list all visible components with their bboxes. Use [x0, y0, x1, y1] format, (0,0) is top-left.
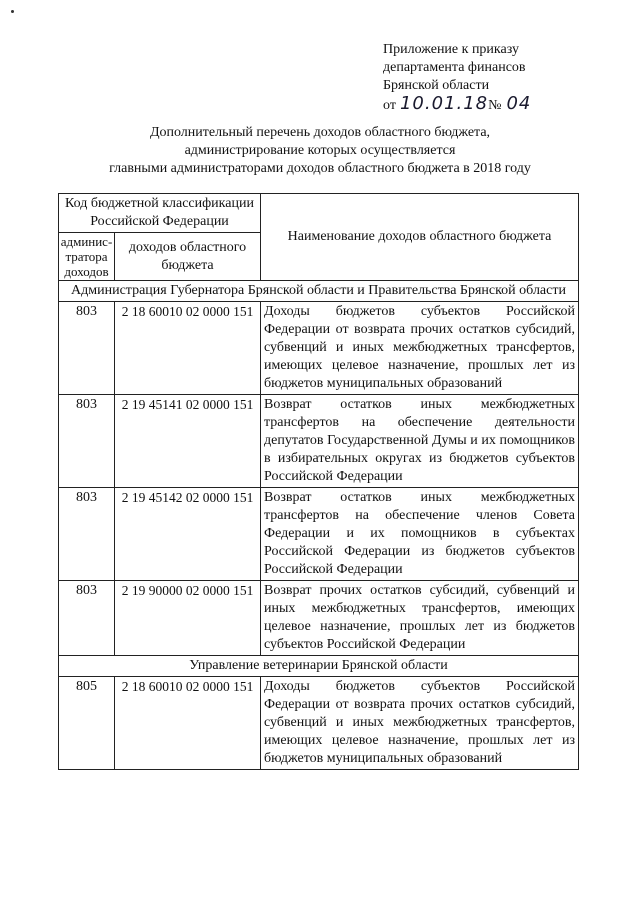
- table-body: [59, 281, 579, 770]
- header-code-group: Код бюджетной классификации Российской Федерации: [59, 194, 261, 233]
- title-line: Дополнительный перечень доходов областного бюджета,: [149, 125, 491, 140]
- income-name-cell: Возврат остатков иных межбюджетных трансфертов на обеспечение членов Совета Федерации и их помощников в субъектах Российской Федерации из бюджетов субъектов Российской Федерации: [261, 488, 579, 581]
- table-row: [59, 581, 579, 656]
- income-name-cell: Доходы бюджетов субъектов Российской Федерации от возврата прочих остатков субсидий, субвенций и иных межбюджетных трансфертов, имеющих целевое назначение, прошлых лет из бюджетов муниципальных образований: [261, 302, 579, 395]
- budget-code-cell: 2 19 45142 02 0000 151: [115, 488, 261, 581]
- handwritten-date: 10.01.18: [399, 93, 489, 114]
- admin-code-cell: 803: [59, 581, 115, 656]
- budget-code-cell: 2 19 45141 02 0000 151: [115, 395, 261, 488]
- table-row: [59, 302, 579, 395]
- section-row: [59, 656, 579, 677]
- header-income: доходов областного бюджета: [115, 233, 261, 281]
- section-row: [59, 281, 579, 302]
- number-prefix: №: [488, 98, 502, 113]
- appendix-block: [383, 41, 531, 115]
- title-line: администрирование которых осуществляется: [184, 143, 456, 158]
- admin-code-cell: 803: [59, 488, 115, 581]
- appendix-line: Брянской области: [383, 78, 490, 93]
- appendix-line: департамента финансов: [383, 60, 526, 75]
- admin-code-cell: 803: [59, 395, 115, 488]
- budget-code-cell: 2 19 90000 02 0000 151: [115, 581, 261, 656]
- income-name-cell: Возврат прочих остатков субсидий, субвенций и иных межбюджетных трансфертов, имеющих целевое назначение, прошлых лет из бюджетов субъектов Российской Федерации: [261, 581, 579, 656]
- header-name: Наименование доходов областного бюджета: [261, 194, 579, 281]
- income-name-cell: Доходы бюджетов субъектов Российской Федерации от возврата прочих остатков субсидий, субвенций и иных межбюджетных трансфертов, имеющих целевое назначение, прошлых лет из бюджетов муниципальных образований: [261, 677, 579, 770]
- section-title: Администрация Губернатора Брянской области и Правительства Брянской области: [59, 281, 579, 302]
- table-row: [59, 395, 579, 488]
- handwritten-number: 04: [506, 93, 532, 114]
- title-line: главными администраторами доходов областного бюджета в 2018 году: [109, 161, 531, 176]
- budget-code-cell: 2 18 60010 02 0000 151: [115, 302, 261, 395]
- scan-speck: [11, 10, 14, 13]
- budget-code-cell: 2 18 60010 02 0000 151: [115, 677, 261, 770]
- appendix-date-line: [383, 95, 531, 115]
- table-header-row: [59, 194, 579, 233]
- section-title: Управление ветеринарии Брянской области: [59, 656, 579, 677]
- admin-code-cell: 803: [59, 302, 115, 395]
- table-row: [59, 677, 579, 770]
- income-name-cell: Возврат остатков иных межбюджетных трансфертов на обеспечение деятельности депутатов Государственной Думы и их помощников в избирательных округах из бюджетов субъектов Российской Федерации: [261, 395, 579, 488]
- income-table: [58, 193, 579, 770]
- appendix-line: Приложение к приказу: [383, 42, 519, 57]
- admin-code-cell: 805: [59, 677, 115, 770]
- date-prefix: от: [383, 98, 396, 113]
- document-title: [60, 124, 580, 178]
- header-admin: админис-тратора доходов: [59, 233, 115, 281]
- table-row: [59, 488, 579, 581]
